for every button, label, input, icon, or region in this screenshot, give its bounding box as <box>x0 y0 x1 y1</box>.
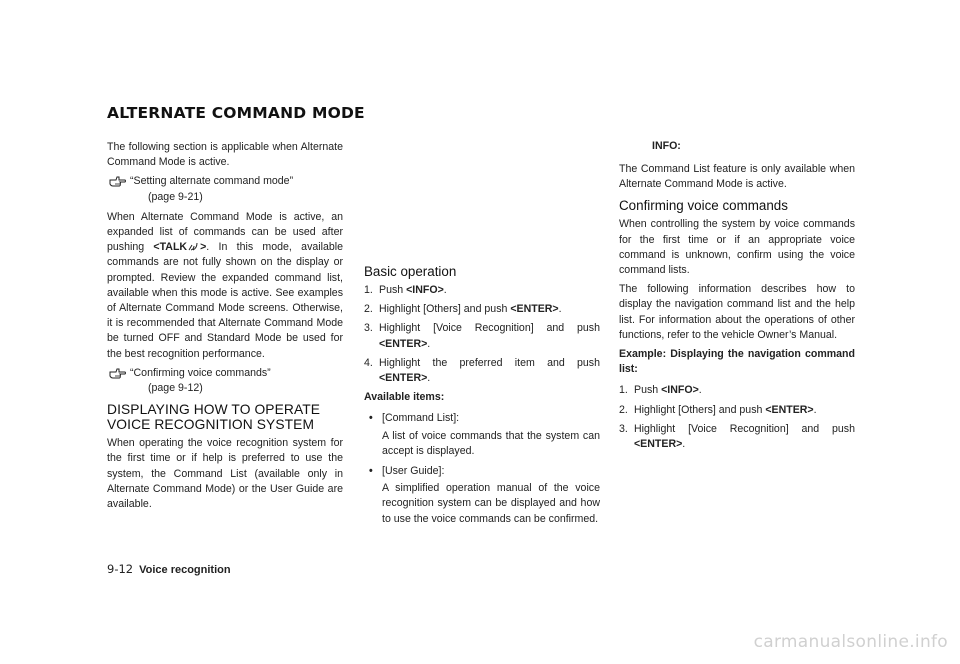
cross-reference-2[interactable] <box>107 366 343 396</box>
description-paragraph: The following information describes how to display the navigation command list and the help list. For information about the operations of other functions, refer to the vehicle Owner’s Manual. <box>619 283 855 341</box>
example-label: Example: Displaying the navigation command list: <box>619 348 855 376</box>
alternate-mode-paragraph: When Alternate Command Mode is active, an expanded list of commands can be used after pushing <TALK >. In this mode, available commands are not fully shown on the display or prompted. Review the expanded command list, available when this mode is active. See examples of Alternate Command Mode screens. Otherwise, it is recommended that Alternate Command Mode be turned OFF and Standard Mode be used for the best recognition performance. <box>107 210 343 360</box>
talk-key: <TALK > <box>153 241 207 254</box>
list-item: • [Command List]: A list of voice commands that the system can accept is displayed. <box>369 412 600 457</box>
reference-page: (page 9-12) <box>148 382 203 395</box>
confirming-paragraph: When controlling the system by voice commands for the first time or if an appropriate voice command is unknown, confirm using the voice command lists. <box>619 218 855 277</box>
pointing-hand-icon <box>109 367 127 380</box>
reference-title: “Confirming voice commands” <box>130 366 271 379</box>
intro-paragraph: The following section is applicable when Alternate Command Mode is active. <box>107 141 343 169</box>
available-items-list <box>364 411 600 526</box>
column-1 <box>107 140 343 516</box>
reference-page: (page 9-21) <box>148 190 203 203</box>
column-3 <box>619 162 855 456</box>
page-footer <box>107 562 231 576</box>
watermark: carmanualsonline.info <box>753 632 948 652</box>
basic-operation-heading: Basic operation <box>364 264 457 279</box>
pointing-hand-icon <box>109 175 127 188</box>
list-item: 3. Highlight [Voice Recognition] and push <ENTER>. <box>619 422 855 451</box>
info-paragraph: The Command List feature is only available when Alternate Command Mode is active. <box>619 163 855 191</box>
cross-reference-1[interactable] <box>107 174 343 204</box>
example-steps-list <box>619 383 855 452</box>
confirming-heading: Confirming voice commands <box>619 198 788 214</box>
list-item: 1. Push <INFO>. <box>619 384 702 397</box>
available-items-label: Available items: <box>364 391 445 404</box>
page-number: 9-12 <box>107 562 134 576</box>
reference-title: “Setting alternate command mode” <box>130 175 294 188</box>
voice-talk-icon <box>188 241 199 251</box>
page-title: ALTERNATE COMMAND MODE <box>107 104 365 122</box>
list-item: 2. Highlight [Others] and push <ENTER>. <box>619 403 817 416</box>
list-item: 4. Highlight the preferred item and push <ENTER>. <box>364 356 600 385</box>
column-2 <box>364 258 600 532</box>
section-name: Voice recognition <box>139 564 231 576</box>
list-item: • [User Guide]: A simplified operation manual of the voice recognition system can be displayed and how to use the voice commands can be confirmed. <box>369 465 600 525</box>
basic-steps-list <box>364 283 600 386</box>
list-item: 1. Push <INFO>. <box>364 284 447 296</box>
section-heading: DISPLAYING HOW TO OPERATE VOICE RECOGNITION SYSTEM <box>107 402 321 433</box>
list-item: 3. Highlight [Voice Recognition] and push <ENTER>. <box>364 322 600 350</box>
list-item: 2. Highlight [Others] and push <ENTER>. <box>364 303 562 316</box>
info-label: INFO: <box>652 140 681 152</box>
operate-paragraph: When operating the voice recognition system for the first time or if help is preferred to use the system, the Command List (available only in Alternate Command Mode) or the User Guide are available. <box>107 437 343 511</box>
